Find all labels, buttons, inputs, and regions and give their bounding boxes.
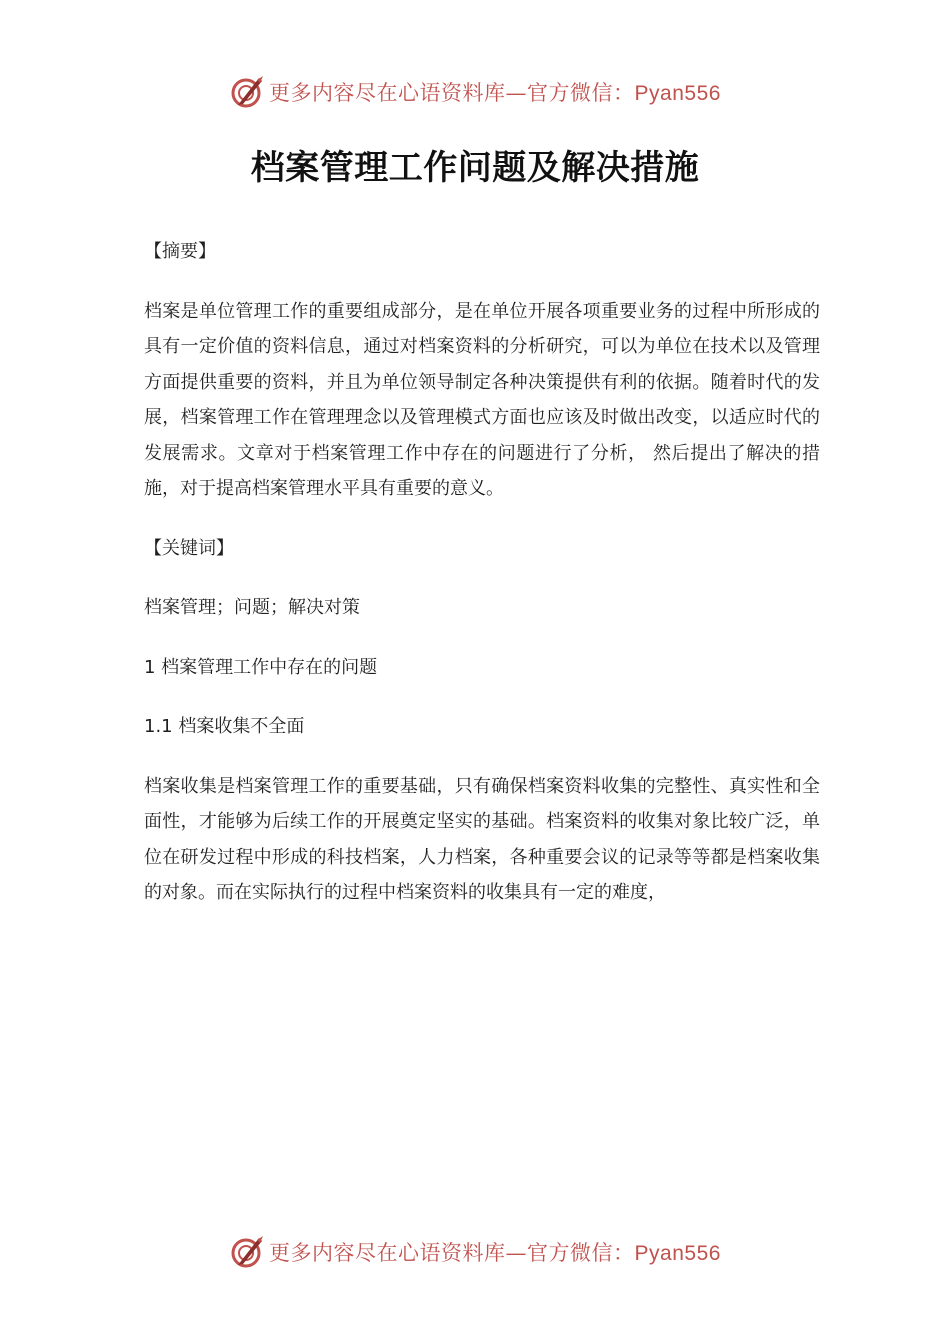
- section-heading: 1 档案管理工作中存在的问题: [144, 656, 378, 678]
- wechat-id: Pyan556: [634, 82, 721, 105]
- keywords-text: 档案管理；问题；解决对策: [144, 597, 360, 618]
- subsection-text: 档案收集是档案管理工作的重要基础，只有确保档案资料收集的完整性、真实性和全面性，才能够为后续工作的开展奠定坚实的基础。档案资料的收集对象比较广泛，单位在研发过程中形成的科技档案，人力档案，各种重要会议的记录等等都是档案收集的对象。而在实际执行的过程中档案资料的收集具有一定的难度，: [144, 775, 820, 903]
- keywords-label: 【关键词】: [144, 537, 234, 559]
- quill-logo-icon: [229, 1234, 265, 1270]
- watermark-header: [0, 70, 950, 114]
- document-body: [144, 234, 820, 935]
- abstract-text: 档案是单位管理工作的重要组成部分，是在单位开展各项重要业务的过程中所形成的具有一定价值的资料信息，通过对档案资料的分析研究，可以为单位在技术以及管理方面提供重要的资料，并且为单位领导制定各种决策提供有利的依据。随着时代的发展，档案管理工作在管理理念以及管理模式方面也应该及时做出改变，以适应时代的发展需求。文章对于档案管理工作中存在的问题进行了分析， 然后提出了解决的措施，对于提高档案管理水平具有重要的意义。: [144, 300, 820, 499]
- watermark-text: 更多内容尽在心语资料库—官方微信：Pyan556: [269, 1241, 721, 1265]
- wechat-id: Pyan556: [634, 1242, 721, 1265]
- quill-logo-icon: [229, 74, 265, 110]
- subsection-heading: 1.1 档案收集不全面: [144, 716, 305, 737]
- abstract-label: 【摘要】: [144, 241, 216, 262]
- document-title: 档案管理工作问题及解决措施: [250, 148, 700, 188]
- watermark-footer: [0, 1230, 950, 1274]
- watermark-text: 更多内容尽在心语资料库—官方微信：Pyan556: [269, 81, 721, 105]
